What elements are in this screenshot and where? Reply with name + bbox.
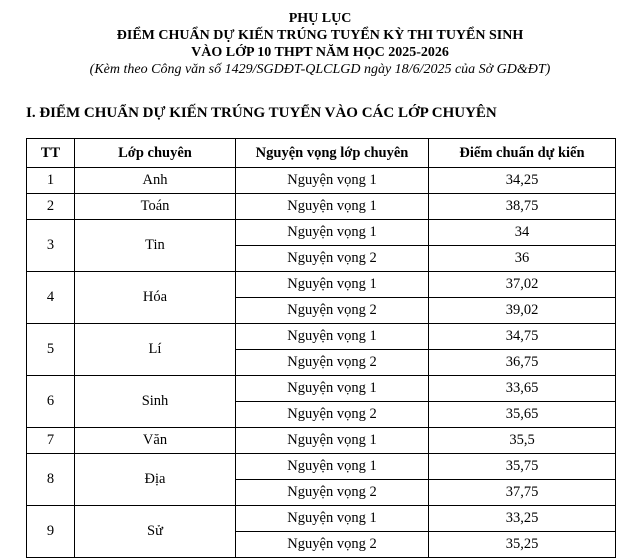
row-number: 4 <box>27 272 75 324</box>
choice-cell: Nguyện vọng 2 <box>236 480 429 506</box>
score-table <box>26 138 616 558</box>
score-cell: 35,25 <box>429 532 616 558</box>
choice-cell: Nguyện vọng 1 <box>236 454 429 480</box>
subject-cell: Sử <box>75 506 236 558</box>
table-row <box>27 272 616 298</box>
column-header-tt: TT <box>27 139 75 168</box>
document-subtitle: VÀO LỚP 10 THPT NĂM HỌC 2025-2026 <box>191 45 449 60</box>
score-cell: 35,5 <box>429 428 616 454</box>
score-cell: 37,02 <box>429 272 616 298</box>
subject-cell: Tin <box>75 220 236 272</box>
score-cell: 35,75 <box>429 454 616 480</box>
choice-cell: Nguyện vọng 2 <box>236 298 429 324</box>
score-cell: 35,65 <box>429 402 616 428</box>
choice-cell: Nguyện vọng 1 <box>236 506 429 532</box>
column-header-choice: Nguyện vọng lớp chuyên <box>236 139 429 168</box>
choice-cell: Nguyện vọng 1 <box>236 272 429 298</box>
subject-cell: Văn <box>75 428 236 454</box>
row-number: 1 <box>27 168 75 194</box>
choice-cell: Nguyện vọng 2 <box>236 246 429 272</box>
choice-cell: Nguyện vọng 1 <box>236 194 429 220</box>
section-title: I. ĐIỂM CHUẨN DỰ KIẾN TRÚNG TUYỂN VÀO CÁC LỚP CHUYÊN <box>26 105 497 121</box>
row-number: 3 <box>27 220 75 272</box>
score-cell: 36,75 <box>429 350 616 376</box>
table-row <box>27 324 616 350</box>
document-reference: (Kèm theo Công văn số 1429/SGDĐT-QLCLGD ngày 18/6/2025 của Sở GD&ĐT) <box>89 62 551 77</box>
choice-cell: Nguyện vọng 1 <box>236 324 429 350</box>
table-row <box>27 220 616 246</box>
choice-cell: Nguyện vọng 2 <box>236 350 429 376</box>
row-number: 7 <box>27 428 75 454</box>
score-cell: 33,65 <box>429 376 616 402</box>
choice-cell: Nguyện vọng 1 <box>236 220 429 246</box>
table-row <box>27 506 616 532</box>
subject-cell: Địa <box>75 454 236 506</box>
choice-cell: Nguyện vọng 1 <box>236 376 429 402</box>
row-number: 2 <box>27 194 75 220</box>
subject-cell: Lí <box>75 324 236 376</box>
score-cell: 37,75 <box>429 480 616 506</box>
subject-cell: Hóa <box>75 272 236 324</box>
table-row <box>27 454 616 480</box>
subject-cell: Sinh <box>75 376 236 428</box>
subject-cell: Toán <box>75 194 236 220</box>
subject-cell: Anh <box>75 168 236 194</box>
score-cell: 34,75 <box>429 324 616 350</box>
row-number: 8 <box>27 454 75 506</box>
choice-cell: Nguyện vọng 2 <box>236 402 429 428</box>
row-number: 5 <box>27 324 75 376</box>
table-row <box>27 194 616 220</box>
appendix-title: PHỤ LỤC <box>288 11 352 26</box>
row-number: 6 <box>27 376 75 428</box>
table-header-row <box>27 139 616 168</box>
choice-cell: Nguyện vọng 1 <box>236 428 429 454</box>
score-cell: 33,25 <box>429 506 616 532</box>
document-title: ĐIỂM CHUẨN DỰ KIẾN TRÚNG TUYỂN KỲ THI TUYỂN SINH <box>116 28 524 43</box>
document-header <box>0 10 640 78</box>
score-cell: 36 <box>429 246 616 272</box>
table-row <box>27 168 616 194</box>
score-cell: 39,02 <box>429 298 616 324</box>
table-row <box>27 376 616 402</box>
choice-cell: Nguyện vọng 1 <box>236 168 429 194</box>
table-body <box>27 168 616 558</box>
row-number: 9 <box>27 506 75 558</box>
column-header-score: Điểm chuẩn dự kiến <box>429 139 616 168</box>
score-cell: 38,75 <box>429 194 616 220</box>
column-header-subject: Lớp chuyên <box>75 139 236 168</box>
score-cell: 34,25 <box>429 168 616 194</box>
score-cell: 34 <box>429 220 616 246</box>
table-row <box>27 428 616 454</box>
choice-cell: Nguyện vọng 2 <box>236 532 429 558</box>
